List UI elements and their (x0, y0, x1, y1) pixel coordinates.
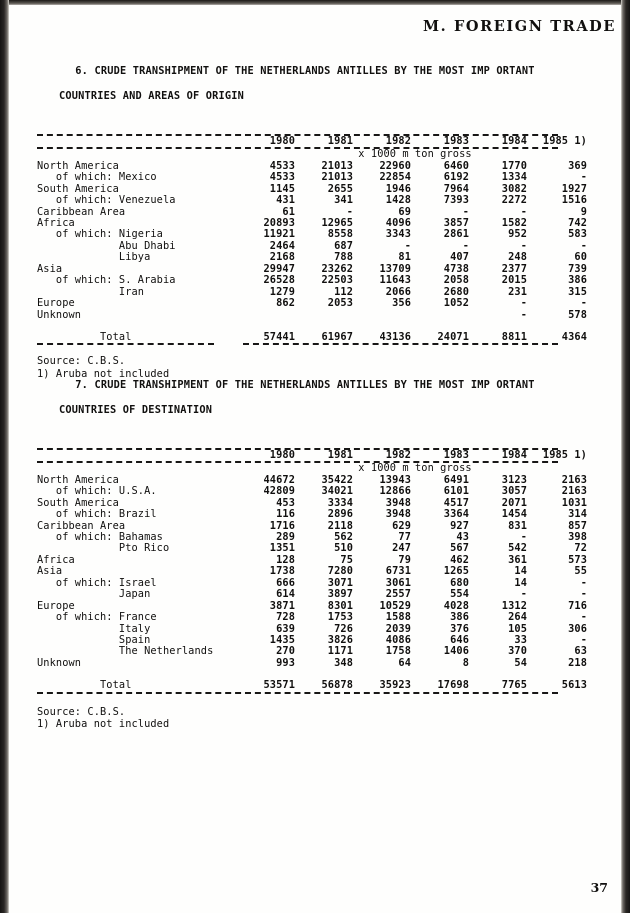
table-7-cell: 72 (574, 542, 587, 555)
table-7-row-label: Pto Rico (37, 542, 170, 555)
table-7-cell: 264 (508, 611, 527, 624)
table-6-cell: 1052 (443, 297, 469, 310)
table-6-cell: 2058 (443, 274, 469, 287)
table-7-corner-cell (37, 450, 237, 461)
table-7-cell: 1351 (269, 542, 295, 555)
table-6-cell: 69 (398, 205, 411, 218)
table-6-cell: 431 (276, 194, 295, 207)
table-7-total-1985: 5613 (561, 679, 587, 692)
table-6-cell: 3857 (443, 216, 469, 229)
table-7-title (37, 366, 587, 443)
table-row (37, 543, 587, 554)
table-6-row-label: Iran (37, 285, 145, 298)
table-7-cell: 510 (334, 542, 353, 555)
table-6-total-1983: 24071 (437, 331, 469, 344)
table-6-cell: - (462, 205, 469, 218)
table-7-cell: 12866 (379, 485, 411, 498)
table-6-cell: 2655 (327, 182, 353, 195)
table-6-cell: 578 (568, 308, 587, 321)
table-7-cell: 1265 (443, 565, 469, 578)
table-7-cell: 1758 (385, 645, 411, 658)
table-6-cell (237, 310, 295, 321)
table-7-cell: 567 (450, 542, 469, 555)
table-7-total-1980: 53571 (263, 679, 295, 692)
table-7-cell: 33 (514, 634, 527, 647)
table-7-cell: 218 (568, 656, 587, 669)
table-7-total-1981: 56878 (321, 679, 353, 692)
table-6-cell: 11921 (263, 228, 295, 241)
table-7-cell: 1435 (269, 634, 295, 647)
table-6-cell: 341 (334, 194, 353, 207)
table-row (37, 172, 587, 183)
table-6-cell: 739 (568, 262, 587, 275)
table-7-cell: - (520, 588, 527, 601)
table-row (37, 287, 587, 298)
table-6-total-1984: 8811 (501, 331, 527, 344)
table-row (37, 310, 587, 321)
table-6-cell: 3082 (501, 182, 527, 195)
table-row (37, 555, 587, 566)
table-6-cell: 1927 (561, 182, 587, 195)
table-6-number: 6. (75, 64, 89, 77)
table-7-cell: 3057 (501, 485, 527, 498)
table-6-cell: 2015 (501, 274, 527, 287)
table-6-body (37, 149, 587, 343)
table-7-body (37, 463, 587, 692)
table-7-row-label: Unknown (37, 656, 82, 669)
table-7-cell: 14 (514, 576, 527, 589)
table-7-header (37, 450, 587, 461)
table-7-cell: 105 (508, 622, 527, 635)
table-6-row-label: Asia (37, 262, 63, 275)
table-6-col-1983: 1983 (443, 134, 469, 147)
table-7-row-label: The Netherlands (37, 645, 214, 658)
table-6-cell: 12965 (321, 216, 353, 229)
table-6-corner-cell (37, 136, 237, 147)
table-7-row-label: Europe (37, 599, 75, 612)
table-7-cell: 75 (340, 553, 353, 566)
table-6-cell: 1145 (269, 182, 295, 195)
table-7-footnote: 1) Aruba not included (37, 718, 170, 731)
table-7-cell: 64 (398, 656, 411, 669)
table-7-row-label: Italy (37, 622, 151, 635)
table-6-cell (353, 310, 411, 321)
table-6-cell: 583 (568, 228, 587, 241)
table-7-cell: 2118 (327, 519, 353, 532)
table-7-cell: 1738 (269, 565, 295, 578)
table-6-col-1980: 1980 (269, 134, 295, 147)
table-7-cell: - (520, 530, 527, 543)
table-7-rule-bottom (37, 692, 558, 694)
table-7-cell: 2039 (385, 622, 411, 635)
table-7-cell: 43 (456, 530, 469, 543)
table-7-total-label: Total (37, 679, 132, 692)
table-7-cell: 554 (450, 588, 469, 601)
table-6-cell: 81 (398, 251, 411, 264)
table-6-cell: 61 (282, 205, 295, 218)
table-7-cell: 562 (334, 530, 353, 543)
table-7-cell: 3897 (327, 588, 353, 601)
table-6-cell: 2168 (269, 251, 295, 264)
table-7-cell: 314 (568, 508, 587, 521)
table-7-cell: 247 (392, 542, 411, 555)
scan-left-edge (0, 0, 9, 913)
table-6-cell: 22854 (379, 171, 411, 184)
table-7-cell: 3061 (385, 576, 411, 589)
table-6-cell: - (462, 239, 469, 252)
table-6-cell: 315 (568, 285, 587, 298)
table-6-title-line2: COUNTRIES AND AREAS OF ORIGIN (59, 90, 244, 103)
table-7-cell: 2557 (385, 588, 411, 601)
table-7-cell: 831 (508, 519, 527, 532)
table-6-cell: 11643 (379, 274, 411, 287)
table-6-units-spacer (37, 149, 237, 160)
table-7-cell: 4086 (385, 634, 411, 647)
table-7-cell: 54 (514, 656, 527, 669)
table-6-cell: - (520, 205, 527, 218)
table-7-col-1980: 1980 (269, 448, 295, 461)
table-6-cell: 2066 (385, 285, 411, 298)
table-6-row-label: Unknown (37, 308, 82, 321)
table-6-cell: 8558 (327, 228, 353, 241)
table-6-cell: - (580, 239, 587, 252)
table-row (37, 195, 587, 206)
table-6-cell: 26528 (263, 274, 295, 287)
table-7-col-1983: 1983 (443, 448, 469, 461)
table-7-cell: 857 (568, 519, 587, 532)
table-6-cell (411, 310, 469, 321)
table-6-cell: 9 (580, 205, 587, 218)
table-7-row-label: of which: Brazil (37, 508, 157, 521)
table-6-cell: 231 (508, 285, 527, 298)
table-6-source: Source: C.B.S. (37, 355, 126, 368)
table-6-col-1982: 1982 (385, 134, 411, 147)
running-head: M. FOREIGN TRADE (423, 18, 616, 35)
table-row (37, 612, 587, 623)
table-7-row-label: Africa (37, 553, 75, 566)
table-7-cell: 629 (392, 519, 411, 532)
table-6-units-row (37, 149, 587, 160)
table-7-title-line2: COUNTRIES OF DESTINATION (59, 404, 213, 417)
table-7-cell: 3071 (327, 576, 353, 589)
table-6-cell: 952 (508, 228, 527, 241)
table-6-cell: 20893 (263, 216, 295, 229)
table-7-cell: 646 (450, 634, 469, 647)
table-6-cell: 2053 (327, 297, 353, 310)
table-7-cell: 270 (276, 645, 295, 658)
table-7-cell: 63 (574, 645, 587, 658)
table-7-cell: - (580, 588, 587, 601)
table-7-cell: 3948 (385, 508, 411, 521)
table-7-cell: 3334 (327, 496, 353, 509)
table-7-total-row (37, 680, 587, 691)
table-7-cell: 1406 (443, 645, 469, 658)
table-block-6 (37, 52, 587, 381)
table-row (37, 275, 587, 286)
table-6-row-label: of which: Nigeria (37, 228, 163, 241)
table-7-row-label: of which: Israel (37, 576, 157, 589)
table-6-cell: 1334 (501, 171, 527, 184)
table-6-cell: 2680 (443, 285, 469, 298)
table-6-col-1985: 1985 1) (542, 134, 587, 147)
table-6-cell: 21013 (321, 171, 353, 184)
table-row (37, 589, 587, 600)
table-6-cell: 6192 (443, 171, 469, 184)
table-7-cell: 716 (568, 599, 587, 612)
table-6-cell: 60 (574, 251, 587, 264)
table-7-col-1982: 1982 (385, 448, 411, 461)
table-7-total-1982: 35923 (379, 679, 411, 692)
table-7-cell: 3871 (269, 599, 295, 612)
table-6-cell: 3343 (385, 228, 411, 241)
table-6-cell: - (520, 308, 527, 321)
table-6-cell: 29947 (263, 262, 295, 275)
table-row (37, 486, 587, 497)
table-7-cell: 348 (334, 656, 353, 669)
table-7-cell: - (580, 576, 587, 589)
table-7-cell: 453 (276, 496, 295, 509)
table-6-total-1985: 4364 (561, 331, 587, 344)
table-6-row-label: North America (37, 159, 119, 172)
table-row (37, 658, 587, 669)
table-6-row-label: of which: Mexico (37, 171, 157, 184)
table-7-cell: 1171 (327, 645, 353, 658)
table-7-col-1981: 1981 (327, 448, 353, 461)
table-6-cell: 687 (334, 239, 353, 252)
table-7-cell: 306 (568, 622, 587, 635)
table-7-cell: 993 (276, 656, 295, 669)
table-7-cell: - (580, 634, 587, 647)
scan-right-edge (621, 0, 630, 913)
table-6-cell: 4533 (269, 159, 295, 172)
table-7-cell: 8 (462, 656, 469, 669)
table-6-cell: - (346, 205, 353, 218)
table-6-cell: 386 (568, 274, 587, 287)
table-6-cell: 369 (568, 159, 587, 172)
table-6-cell: 788 (334, 251, 353, 264)
table-7-cell: 35422 (321, 473, 353, 486)
table-7-col-1984: 1984 (501, 448, 527, 461)
table-6-footnote: 1) Aruba not included (37, 368, 170, 381)
table-6-col-1981: 1981 (327, 134, 353, 147)
page-number: 37 (590, 880, 608, 895)
table-6-cell: 4096 (385, 216, 411, 229)
table-6-cell: 21013 (321, 159, 353, 172)
table-7-cell: 10529 (379, 599, 411, 612)
table-row (37, 298, 587, 309)
table-6-row-label: Abu Dhabi (37, 239, 176, 252)
table-6-units-label: x 1000 m ton gross (358, 148, 472, 161)
table-7-cell: 6491 (443, 473, 469, 486)
table-7-cell: 4517 (443, 496, 469, 509)
table-row (37, 509, 587, 520)
table-6-cell: 1428 (385, 194, 411, 207)
table-6-cell: 862 (276, 297, 295, 310)
table-7-row-label: of which: U.S.A. (37, 485, 157, 498)
table-7-cell: 614 (276, 588, 295, 601)
table-7-units-row (37, 463, 587, 474)
table-7-cell: 2896 (327, 508, 353, 521)
table-6-cell: 2464 (269, 239, 295, 252)
table-6-cell: - (520, 239, 527, 252)
table-6-row-label: South America (37, 182, 119, 195)
table-6-cell (295, 310, 353, 321)
table-7-cell: 728 (276, 611, 295, 624)
table-6-total-1981: 61967 (321, 331, 353, 344)
table-7-number: 7. (75, 378, 89, 391)
table-7-cell: 2071 (501, 496, 527, 509)
table-6-row-label: Libya (37, 251, 151, 264)
table-6-cell: 22960 (379, 159, 411, 172)
table-6-total-label: Total (37, 331, 132, 344)
table-7-cell: 1312 (501, 599, 527, 612)
table-6-cell: 1582 (501, 216, 527, 229)
table-6-total-1980: 57441 (263, 331, 295, 344)
table-6-cell: 2861 (443, 228, 469, 241)
table-6-column-headers (37, 136, 587, 147)
table-6-cell: 4533 (269, 171, 295, 184)
table-7-cell: 3948 (385, 496, 411, 509)
table-7-cell: 44672 (263, 473, 295, 486)
table-7-row-label: of which: Bahamas (37, 530, 163, 543)
table-7-col-1985: 1985 1) (542, 448, 587, 461)
table-7-cell: 376 (450, 622, 469, 635)
table-7-cell: 680 (450, 576, 469, 589)
table-6-total-1982: 43136 (379, 331, 411, 344)
table-7-cell: 34021 (321, 485, 353, 498)
table-block-7 (37, 366, 587, 731)
table-6-cell: - (404, 239, 411, 252)
table-7-cell: 361 (508, 553, 527, 566)
table-7-cell: 386 (450, 611, 469, 624)
table-7-cell: 462 (450, 553, 469, 566)
table-6-total-row (37, 332, 587, 343)
table-7-cell: 1753 (327, 611, 353, 624)
table-6-cell: 22503 (321, 274, 353, 287)
table-7-total-1983: 17698 (437, 679, 469, 692)
table-7-cell: 42809 (263, 485, 295, 498)
table-7-column-headers (37, 450, 587, 461)
table-7-total-1984: 7765 (501, 679, 527, 692)
table-row (37, 646, 587, 657)
table-7-cell: 542 (508, 542, 527, 555)
table-7-cell: 13943 (379, 473, 411, 486)
table-7-cell: 3364 (443, 508, 469, 521)
table-7-cell: 2163 (561, 473, 587, 486)
table-6-cell: 7393 (443, 194, 469, 207)
table-6-cell: 4738 (443, 262, 469, 275)
table-7-row-label: Asia (37, 565, 63, 578)
table-6-cell: 6460 (443, 159, 469, 172)
table-6-cell: 13709 (379, 262, 411, 275)
table-7-title-line1: CRUDE TRANSHIPMENT OF THE NETHERLANDS ANTILLES BY THE MOST IMP ORTANT (94, 378, 535, 391)
table-7-cell: 4028 (443, 599, 469, 612)
table-7-cell: 2163 (561, 485, 587, 498)
table-7-cell: 1588 (385, 611, 411, 624)
table-6-cell: 23262 (321, 262, 353, 275)
table-6-row-label: of which: S. Arabia (37, 274, 176, 287)
table-7-units-label: x 1000 m ton gross (358, 462, 472, 475)
table-6-cell: 7964 (443, 182, 469, 195)
table-7-source-note (37, 706, 587, 731)
table-6-row-label: Europe (37, 297, 75, 310)
table-7-row-label: South America (37, 496, 119, 509)
table-7-cell: 128 (276, 553, 295, 566)
table-6-col-1984: 1984 (501, 134, 527, 147)
table-7-source: Source: C.B.S. (37, 705, 126, 718)
table-7-cell: 1716 (269, 519, 295, 532)
table-7-units-spacer (37, 463, 237, 474)
table-6-title-line1: CRUDE TRANSHIPMENT OF THE NETHERLANDS ANTILLES BY THE MOST IMP ORTANT (94, 64, 535, 77)
table-7-cell: 927 (450, 519, 469, 532)
table-6-title (37, 52, 587, 129)
table-6-cell: 1946 (385, 182, 411, 195)
table-6-cell: 407 (450, 251, 469, 264)
table-7-row-label: Spain (37, 634, 151, 647)
table-6-cell: - (520, 297, 527, 310)
table-6-cell: 248 (508, 251, 527, 264)
table-7-cell: 77 (398, 530, 411, 543)
table-7-cell: 55 (574, 565, 587, 578)
table-7-cell: 666 (276, 576, 295, 589)
table-6-cell: 1516 (561, 194, 587, 207)
table-7-cell: 7280 (327, 565, 353, 578)
table-6-cell: 112 (334, 285, 353, 298)
table-6-cell: 1770 (501, 159, 527, 172)
table-7-row-label: North America (37, 473, 119, 486)
table-7-cell: 573 (568, 553, 587, 566)
table-6-row-label: Caribbean Area (37, 205, 126, 218)
table-7-cell: 8301 (327, 599, 353, 612)
table-7-cell: 289 (276, 530, 295, 543)
table-7-row-label: Caribbean Area (37, 519, 126, 532)
table-6-cell: 2272 (501, 194, 527, 207)
table-7-cell: 116 (276, 508, 295, 521)
table-6-header (37, 136, 587, 147)
table-6-cell: 1279 (269, 285, 295, 298)
table-7-cell: 370 (508, 645, 527, 658)
table-7-cell: 6101 (443, 485, 469, 498)
table-7-cell: 3826 (327, 634, 353, 647)
table-6-cell: 742 (568, 216, 587, 229)
table-7-cell: 639 (276, 622, 295, 635)
table-7-cell: - (580, 611, 587, 624)
table-7-cell: 1454 (501, 508, 527, 521)
table-7-cell: 6731 (385, 565, 411, 578)
table-6-cell: 356 (392, 297, 411, 310)
table-7-cell: 398 (568, 530, 587, 543)
table-6-cell: - (580, 171, 587, 184)
table-6-cell: - (580, 297, 587, 310)
table-7-row-label: of which: France (37, 611, 157, 624)
table-7-cell: 79 (398, 553, 411, 566)
table-7-cell: 14 (514, 565, 527, 578)
table-6-row-label: of which: Venezuela (37, 194, 176, 207)
table-6-cell: 2377 (501, 262, 527, 275)
table-7-row-label: Japan (37, 588, 151, 601)
table-7-cell: 3123 (501, 473, 527, 486)
table-7-cell: 1031 (561, 496, 587, 509)
table-6-row-label: Africa (37, 216, 75, 229)
table-7-cell: 726 (334, 622, 353, 635)
